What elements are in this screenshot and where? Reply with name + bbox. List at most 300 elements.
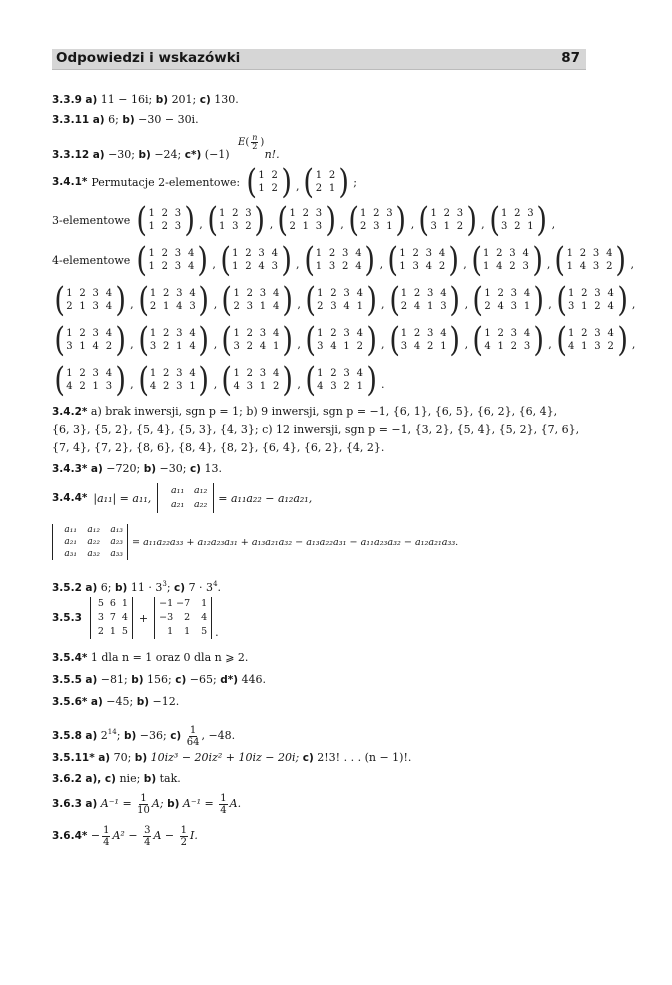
part-label: c) — [199, 94, 211, 106]
left-paren: ( — [305, 360, 316, 400]
right-paren: ) — [531, 240, 543, 280]
part-value: −720; — [106, 462, 141, 475]
permutation-rows — [401, 287, 449, 313]
answer-3-4-1-two: 3.4.1* Permutacje 2-elementowe: ( 1 2 1 2 ) , ( 1 2 2 1 ) ; — [52, 162, 357, 202]
permutation-rows — [234, 367, 282, 393]
part-label: c*) — [184, 149, 202, 161]
permutation-row: 3 1 4 2 — [66, 341, 114, 352]
permutation-rows — [150, 327, 198, 353]
formula: I. — [189, 829, 198, 842]
answer-label: 3.6.3 — [52, 798, 82, 810]
left-paren: ( — [387, 240, 399, 280]
right-paren: ) — [364, 240, 376, 280]
answer-text: {7, 4}, {7, 2}, {8, 6}, {8, 4}, {8, 2}, {6, 4}, {6, 2}, {4, 2}. — [52, 441, 385, 454]
answer-label: 3.5.3 — [52, 612, 82, 624]
permutation-matrix — [555, 280, 629, 320]
part-label: a) — [90, 696, 103, 708]
left-paren: ( — [54, 320, 65, 360]
permutation-row: 1 2 3 — [359, 208, 395, 219]
left-paren: ( — [472, 320, 484, 360]
determinant-row — [57, 536, 123, 548]
page-header — [52, 49, 586, 70]
permutation-rows — [316, 247, 364, 273]
right-paren: ) — [282, 280, 294, 320]
separator: , — [379, 258, 384, 271]
part-value: 201; — [171, 93, 197, 106]
plus-sign: + — [138, 611, 149, 625]
permutation-rows — [66, 327, 114, 353]
perm-group — [52, 360, 379, 400]
part-label: a) — [85, 730, 98, 742]
part-value: 2 — [100, 729, 108, 742]
left-paren: ( — [472, 280, 484, 320]
separator: , — [340, 218, 344, 231]
permutation-row: 1 2 3 4 — [483, 248, 531, 259]
answer-text: 1 dla n = 1 oraz 0 dla n ⩾ 2. — [90, 651, 249, 664]
permutation-row: 2 4 1 3 — [400, 301, 449, 312]
permutation-row: 1 2 — [315, 170, 338, 181]
permutation-row: 1 2 3 — [289, 208, 324, 219]
part-value: 156; — [147, 673, 172, 686]
permutation-matrix — [220, 360, 294, 400]
left-paren: ( — [554, 240, 566, 280]
permutation-row: 1 2 3 — [500, 208, 536, 219]
formula: = a₁₁a₂₂a₃₃ + a₁₂a₂₃a₃₁ + a₁₃a₂₁a₃₂ − a₁₃a₂₂a₃₁ − a₁₁a₂₃a₃₂ − a₁₂a₂₁a₃₃. — [132, 536, 459, 548]
separator: , — [410, 218, 415, 231]
determinant-cell: 1 — [109, 626, 116, 637]
right-paren: ) — [616, 280, 628, 320]
part-label: a) — [92, 149, 105, 161]
separator: , — [464, 298, 469, 311]
permutation-matrix — [553, 240, 627, 280]
determinant-cell: −3 — [159, 612, 174, 623]
left-paren: ( — [305, 320, 316, 360]
part-value: −30; — [159, 462, 187, 475]
answer-3-3-11 — [52, 113, 199, 127]
right-paren: ) — [366, 360, 377, 400]
right-paren: ) — [536, 200, 548, 240]
determinant-cell: a₃₃ — [110, 549, 123, 559]
part-label: a) — [85, 94, 98, 106]
permutation-matrix — [135, 200, 196, 240]
answer-3-3-9 — [52, 93, 239, 107]
determinant-cell: a₂₂ — [87, 537, 100, 547]
permutation-rows — [483, 247, 531, 273]
answer-label: 3.4.3* — [52, 463, 88, 475]
determinant-cell: a₂₁ — [64, 537, 77, 547]
right-paren: ) — [395, 200, 407, 240]
permutation-row: 1 2 3 4 — [317, 288, 365, 299]
part-value: 10iz³ − 20iz² + 10iz − 20i; — [150, 751, 300, 764]
determinant-cell: 2 — [184, 612, 191, 623]
answer-text: a) brak inwersji, sgn p = 1; b) 9 inwersji, sgn p = −1, {6, 1}, {6, 5}, {6, 2}, {6, 4}, — [90, 405, 558, 418]
part-value: 13. — [204, 462, 222, 475]
caption: 3-elementowe — [52, 213, 131, 227]
permutation-row: 1 2 3 4 — [484, 328, 532, 339]
part-value: −24; — [154, 148, 182, 161]
determinant-row — [57, 524, 123, 536]
permutation-row: 1 2 3 4 — [400, 288, 449, 299]
answer-3-6-4: 3.6.4* − $\frac{1}{4}$ A² − $\frac{3}{4}$ A − $\frac{1}{2}$ I. — [52, 824, 198, 848]
permutation-matrix — [220, 320, 294, 360]
left-paren: ( — [303, 240, 315, 280]
right-paren: ) — [616, 320, 628, 360]
permutation-row: 1 2 3 — [219, 208, 254, 219]
permutation-matrix — [206, 200, 267, 240]
permutation-row: 2 3 1 — [359, 221, 395, 232]
determinant-cell: 1 — [201, 598, 208, 609]
permutation-row: 1 2 3 4 — [66, 288, 114, 299]
separator: , — [297, 378, 301, 391]
right-paren: ) — [282, 320, 294, 360]
part-value: 130. — [214, 93, 239, 106]
part-label: b) — [115, 582, 128, 594]
permutation-row: 3 4 2 1 — [400, 341, 449, 352]
permutation-row: 1 4 2 3 — [483, 261, 531, 272]
left-paren: ( — [488, 200, 500, 240]
permutation-rows — [234, 287, 282, 313]
part-label: a) — [85, 798, 98, 810]
left-paren: ( — [221, 280, 233, 320]
determinant-3x3 — [52, 524, 128, 560]
separator: , — [213, 298, 218, 311]
right-paren: ) — [197, 240, 209, 280]
separator: , — [463, 258, 467, 271]
determinant-cell: 5 — [97, 598, 104, 609]
exponent: E( $\frac{n}{2}$ ) — [238, 133, 265, 151]
permutation-rows — [66, 367, 114, 393]
right-paren: ) — [282, 360, 294, 400]
determinant-cell: 1 — [184, 626, 191, 637]
left-paren: ( — [54, 280, 65, 320]
permutation-row: 1 2 3 4 — [66, 368, 114, 379]
separator: , — [548, 298, 552, 311]
part-label: b) — [155, 94, 169, 106]
right-paren: ) — [198, 360, 210, 400]
part-label: a), c) — [85, 773, 116, 785]
part-label: c) — [174, 582, 186, 594]
part-value: 11 · 3 — [130, 581, 163, 594]
determinant-cell: 2 — [97, 626, 104, 637]
permutation-row: 1 2 3 4 — [233, 368, 282, 379]
answer-3-4-3 — [52, 462, 222, 476]
exponent: 3 — [162, 580, 167, 588]
permutation-row: 2 3 4 1 — [317, 301, 365, 312]
determinant-cell: 5 — [121, 626, 128, 637]
determinant-cell: a₁₂ — [193, 485, 208, 496]
answer-label: 3.5.2 — [52, 582, 82, 594]
permutation-row: 1 2 3 4 — [148, 248, 197, 259]
answer-label: 3.3.11 — [52, 114, 90, 126]
answer-3-4-2-line2 — [52, 423, 579, 437]
answer-3-4-1-four-row2: ( 1 2 3 4 2 1 3 4 ) , ( 1 2 3 4 2 1 4 3 ) , ( 1 2 3 4 2 3 1 4 ) , ( 1 2 3 4 2 3 4 1 ) , ( 1 2 3 4 2 4 1 3 ) , ( 1 2 3 4 2 4 3 1 ) , ( 1 2 3 4 3 1 2 4 ) , — [52, 285, 637, 315]
formula: A⁻¹ = — [100, 797, 132, 810]
permutation-row: 1 2 3 4 — [66, 328, 114, 339]
permutation-matrix — [137, 320, 211, 360]
determinant-cell: a₁₁ — [64, 525, 77, 535]
right-paren: ) — [449, 280, 461, 320]
formula: A² − — [112, 829, 138, 842]
answer-label: 3.4.1* — [52, 176, 88, 188]
answer-3-5-4 — [52, 651, 248, 665]
permutation-rows — [317, 287, 365, 313]
permutation-row: 3 4 1 2 — [317, 341, 365, 352]
permutation-row: 4 2 1 3 — [66, 381, 114, 392]
part-label: c) — [189, 463, 201, 475]
permutation-row: 3 2 1 4 — [149, 341, 198, 352]
left-paren: ( — [54, 360, 65, 400]
right-paren: ) — [325, 200, 336, 240]
permutation-row: 1 2 3 4 — [149, 368, 198, 379]
right-paren: ) — [366, 280, 377, 320]
right-paren: ) — [366, 320, 377, 360]
permutation-rows — [401, 327, 449, 353]
permutation-row: 2 1 3 — [289, 221, 324, 232]
part-value: n!. — [264, 148, 280, 161]
permutation-row: 2 4 3 1 — [484, 301, 532, 312]
right-paren: ) — [184, 200, 195, 240]
permutation-rows — [484, 327, 532, 353]
permutation-row: 4 3 1 2 — [233, 381, 282, 392]
determinant-cell: 3 — [97, 612, 104, 623]
permutation-row: 1 2 3 — [430, 208, 465, 219]
permutation-matrix — [386, 240, 460, 280]
answer-label: 3.4.4* — [52, 492, 88, 504]
determinant-cell: a₃₁ — [64, 549, 77, 559]
answer-3-4-2-line3 — [52, 441, 384, 455]
permutation-row: 2 1 3 4 — [66, 301, 114, 312]
permutation-row: 3 1 2 4 — [568, 301, 616, 312]
permutation-matrix — [388, 320, 462, 360]
left-paren: ( — [136, 200, 148, 240]
permutation-rows — [316, 169, 337, 195]
part-value: 446. — [241, 673, 267, 686]
left-paren: ( — [471, 240, 482, 280]
permutation-matrix — [347, 200, 408, 240]
permutation-row: 3 1 2 — [430, 221, 465, 232]
answer-label: 3.5.6* — [52, 696, 88, 708]
determinant-cell: a₂₂ — [193, 499, 208, 510]
permutation-row: 1 2 4 3 — [232, 261, 280, 272]
determinant-cell: 4 — [201, 612, 208, 623]
answer-3-5-6 — [52, 695, 179, 709]
formula: A − — [153, 829, 175, 842]
answer-3-4-4-det3 — [52, 524, 458, 560]
separator: , — [296, 258, 300, 271]
right-paren: ) — [533, 280, 544, 320]
determinant-row — [159, 597, 207, 611]
answer-3-5-5 — [52, 673, 266, 687]
part-label: b) — [131, 674, 144, 686]
separator: , — [548, 338, 552, 351]
answer-3-3-12 — [52, 133, 280, 161]
answer-3-5-11 — [52, 751, 411, 765]
determinant-row — [95, 625, 128, 639]
determinant-cell: a₂₁ — [170, 499, 185, 510]
answer-label: 3.6.4* — [52, 830, 88, 842]
part-label: c) — [170, 730, 182, 742]
determinant-row — [159, 625, 207, 639]
right-paren: ) — [533, 320, 544, 360]
left-paren: ( — [305, 280, 316, 320]
permutation-rows — [568, 287, 616, 313]
permutation-rows — [289, 207, 323, 233]
answer-3-4-1-three: 3-elementowe ( 1 2 3 1 2 3 ) , ( 1 2 3 1 3 2 ) , ( 1 2 3 2 1 3 ) , ( 1 2 3 2 3 1 ) , ( 1 2 3 3 1 2 ) , ( 1 2 3 3 2 1 ) , — [52, 200, 556, 240]
part-value: tak. — [159, 772, 181, 785]
determinant-a — [90, 597, 133, 639]
permutation-matrix — [303, 240, 377, 280]
permutation-matrix — [302, 162, 350, 202]
permutation-matrix — [245, 162, 293, 202]
separator: , — [213, 338, 218, 351]
left-paren: ( — [207, 200, 218, 240]
separator: , — [213, 378, 218, 391]
part-value: −81; — [100, 673, 128, 686]
answer-text: {6, 3}, {5, 2}, {5, 4}, {5, 3}, {4, 3}; c) 12 inwersji, sgn p = −1, {3, 2}, {5, 4}, {5, 2}, {7, 6}, — [52, 423, 580, 436]
permutation-rows — [360, 207, 394, 233]
determinant-2x2 — [157, 483, 214, 513]
separator: , — [464, 338, 469, 351]
permutation-row: 4 2 3 1 — [149, 381, 198, 392]
left-paren: ( — [388, 280, 400, 320]
right-paren: ) — [198, 320, 210, 360]
part-value: , −48. — [201, 729, 236, 742]
permutation-row: 3 2 1 — [500, 221, 536, 232]
separator: , — [130, 298, 134, 311]
permutation-matrix — [53, 280, 127, 320]
permutation-matrix — [220, 280, 294, 320]
answer-3-4-1-four: 4-elementowe ( 1 2 3 4 1 2 3 4 ) , ( 1 2 3 4 1 2 4 3 ) , ( 1 2 3 4 1 3 2 4 ) , ( 1 2 3 4 1 3 4 2 ) , ( 1 2 3 4 1 4 2 3 ) , ( 1 2 3 4 1 4 3 2 ) , — [52, 240, 634, 280]
part-value: −65; — [189, 673, 217, 686]
permutation-row: 2 1 4 3 — [149, 301, 198, 312]
determinant-cell: a₁₁ — [170, 485, 185, 496]
right-paren: ) — [198, 280, 210, 320]
permutation-row: 1 2 3 4 — [315, 248, 364, 259]
permutation-rows — [484, 287, 532, 313]
separator: , — [269, 218, 274, 231]
answer-label: 3.5.4* — [52, 652, 88, 664]
left-paren: ( — [348, 200, 359, 240]
right-paren: ) — [449, 320, 461, 360]
part-value: 2!3! . . . (n − 1)!. — [317, 751, 412, 764]
answer-3-4-4 — [52, 483, 312, 513]
part-label: b) — [167, 798, 180, 810]
determinant-cell: 6 — [109, 598, 116, 609]
caption: 4-elementowe — [52, 253, 131, 267]
part-value: −36; — [139, 729, 167, 742]
right-paren: ) — [115, 320, 126, 360]
determinant-cell: −7 — [176, 598, 191, 609]
permutation-row: 1 2 3 4 — [566, 248, 615, 259]
part-value: 6; — [100, 581, 112, 594]
permutation-matrix — [137, 280, 211, 320]
permutation-rows — [258, 169, 279, 195]
permutation-rows — [150, 367, 198, 393]
part-label: b) — [138, 149, 151, 161]
permutation-row: 1 2 3 — [148, 208, 183, 219]
part-value: −30; — [108, 148, 136, 161]
separator: , — [130, 378, 134, 391]
permutation-row: 4 1 2 3 — [484, 341, 532, 352]
permutation-matrix — [135, 240, 209, 280]
permutation-row: 1 3 4 2 — [399, 261, 447, 272]
answer-label: 3.6.2 — [52, 773, 82, 785]
determinant-cell: 1 — [121, 598, 128, 609]
determinant-cell: 7 — [109, 612, 116, 623]
exponent: 14 — [107, 728, 117, 736]
part-label: a) — [90, 463, 103, 475]
permutation-row: 1 2 3 4 — [317, 368, 365, 379]
permutation-rows — [501, 207, 535, 233]
formula: |a₁₁| = a₁₁, — [93, 491, 152, 505]
permutation-row: 1 2 — [258, 183, 280, 194]
permutation-row: 1 2 3 4 — [148, 261, 197, 272]
permutation-row: 1 2 3 4 — [149, 288, 198, 299]
permutation-row: 1 3 2 — [219, 221, 254, 232]
part-label: b) — [134, 752, 148, 764]
part-label: c) — [175, 674, 187, 686]
permutation-row: 1 2 3 4 — [568, 288, 616, 299]
answer-label: 3.5.11* — [52, 752, 95, 764]
perm-group — [134, 240, 628, 280]
left-paren: ( — [221, 320, 233, 360]
part-value: −12. — [152, 695, 180, 708]
fraction: $\frac{1}{2}$ — [180, 824, 187, 848]
answer-3-5-2: 3.5.2 a) 6; b) $11 \cdot 3^3$; c) $7 \cdot 3^4$. — [52, 580, 222, 594]
permutation-row: 1 2 3 — [148, 221, 183, 232]
part-label: b) — [122, 114, 135, 126]
left-paren: ( — [137, 360, 149, 400]
part-value: −30 − 30i. — [138, 113, 199, 126]
left-paren: ( — [303, 162, 315, 202]
fraction: $\frac{1}{4}$ — [103, 824, 110, 848]
permutation-row: 1 2 3 4 — [149, 328, 198, 339]
part-value: 7 · 3 — [188, 581, 214, 594]
permutation-rows — [149, 247, 197, 273]
part-label: b) — [136, 696, 150, 708]
permutation-rows — [232, 247, 280, 273]
permutation-row: 1 3 2 4 — [315, 261, 364, 272]
left-paren: ( — [388, 320, 400, 360]
part-label: c) — [302, 752, 314, 764]
separator: , — [546, 258, 551, 271]
left-paren: ( — [246, 162, 258, 202]
permutation-rows — [66, 287, 114, 313]
determinant-cell: a₂₃ — [110, 537, 123, 547]
permutation-row: 1 2 3 4 — [233, 288, 282, 299]
permutation-row: 2 1 — [315, 183, 338, 194]
fraction: $\frac{1}{4}$ — [220, 792, 227, 816]
answer-label: 3.3.12 — [52, 149, 90, 161]
permutation-row: 1 4 3 2 — [566, 261, 615, 272]
part-label: d*) — [220, 674, 239, 686]
permutation-matrix — [304, 320, 378, 360]
permutation-rows — [219, 207, 253, 233]
right-paren: ) — [280, 162, 292, 202]
fraction: $\frac{3}{4}$ — [144, 824, 151, 848]
determinant-row — [159, 611, 207, 625]
part-value: −45; — [106, 695, 134, 708]
part-value: 11 − 16i; — [100, 93, 153, 106]
right-paren: ) — [254, 200, 266, 240]
permutation-matrix — [471, 320, 545, 360]
determinant-cell: a₃₂ — [87, 549, 100, 559]
permutation-row: 4 1 3 2 — [568, 341, 616, 352]
permutation-matrix — [555, 320, 629, 360]
separator: , — [381, 338, 385, 351]
separator: , — [297, 338, 301, 351]
permutation-row: 1 2 3 4 — [484, 288, 532, 299]
